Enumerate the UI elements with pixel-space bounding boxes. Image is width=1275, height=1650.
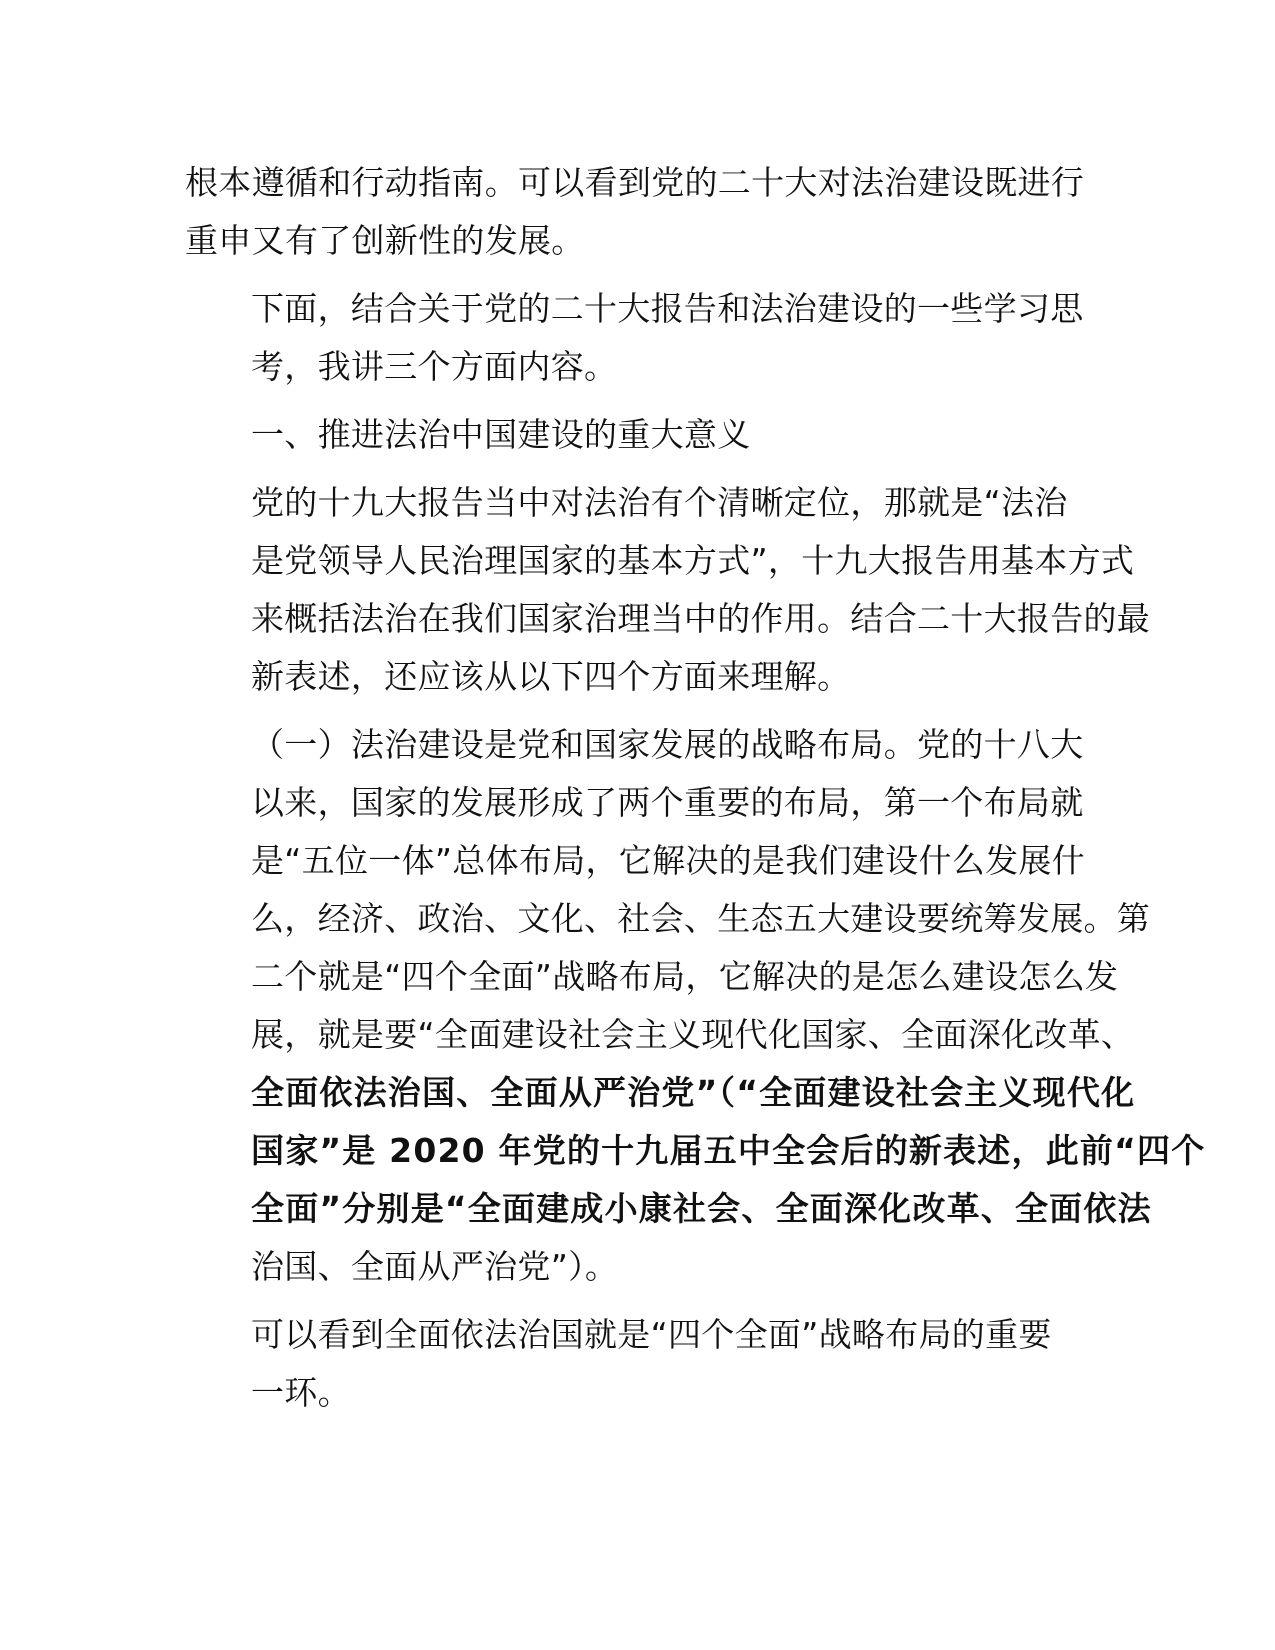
text-line: 考，我讲三个方面内容。: [251, 347, 618, 386]
text-line: 是“五位一体”总体布局，它解决的是我们建设什么发展什: [251, 841, 1085, 880]
text-line: 党的十九大报告当中对法治有个清晰定位，那就是“法治: [251, 483, 1068, 522]
text-line: 下面，结合关于党的二十大报告和法治建设的一些学习思: [251, 289, 1084, 328]
paragraph-strategic-layout: [185, 716, 1206, 1296]
document-body: [185, 154, 1206, 1422]
text-line: 重申又有了创新性的发展。: [185, 221, 585, 260]
text-line: 是党领导人民治理国家的基本方式”，十九大报告用基本方式: [251, 541, 1135, 580]
paragraph-positioning: [185, 474, 1151, 706]
section-heading-text: 一、推进法治中国建设的重大意义: [251, 415, 751, 454]
text-line-bold: 国家”是 2020 年党的十九届五中全会后的新表述，此前“四个: [251, 1131, 1206, 1170]
text-line-bold: 全面依法治国、全面从严治党”（“全面建设社会主义现代化: [251, 1073, 1136, 1112]
paragraph-outline-intro: [185, 280, 1085, 396]
paragraph-conclusion: [185, 1306, 1085, 1422]
text-line: 一环。: [251, 1373, 351, 1412]
text-line: 根本遵循和行动指南。可以看到党的二十大对法治建设既进行: [185, 163, 1085, 202]
text-line: 治国、全面从严治党”）。: [251, 1247, 619, 1286]
text-line: （一）法治建设是党和国家发展的战略布局。党的十八大: [251, 725, 1084, 764]
section-heading: [185, 406, 1085, 464]
text-line-bold: 全面”分别是“全面建成小康社会、全面深化改革、全面依法: [251, 1189, 1152, 1228]
text-line: 来概括法治在我们国家治理当中的作用。结合二十大报告的最: [251, 599, 1151, 638]
paragraph-intro-continuation: [185, 154, 1085, 270]
text-line: 以来，国家的发展形成了两个重要的布局，第一个布局就: [251, 783, 1084, 822]
text-line: 新表述，还应该从以下四个方面来理解。: [251, 657, 851, 696]
text-line: 展，就是要“全面建设社会主义现代化国家、全面深化改革、: [251, 1015, 1135, 1054]
text-line: 可以看到全面依法治国就是“四个全面”战略布局的重要: [251, 1315, 1052, 1354]
text-line: 二个就是“四个全面”战略布局，它解决的是怎么建设怎么发: [251, 957, 1119, 996]
text-line: 么，经济、政治、文化、社会、生态五大建设要统筹发展。第: [251, 899, 1151, 938]
